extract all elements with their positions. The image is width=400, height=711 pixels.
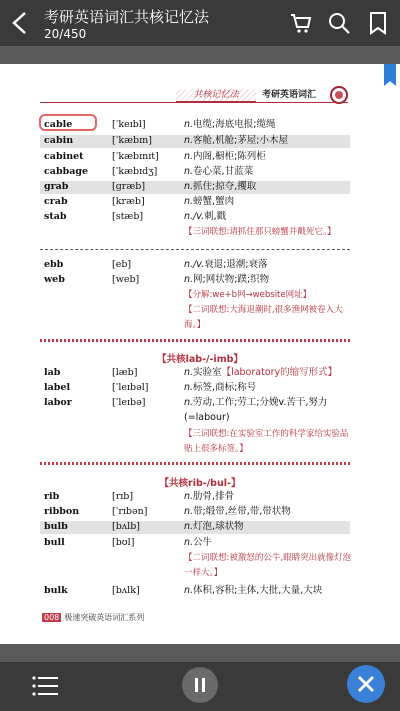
entry-pos: n./v. [184,211,205,222]
top-bar [0,0,400,46]
entry-definition: 内阁,橱柜;陈列柜 [193,151,266,162]
entry-phonetic: [ˈkæbɪdʒ] [112,166,158,177]
entry-word[interactable]: lab [44,367,61,378]
entry-definition: 刺,戳 [204,211,227,222]
entry-pos: n. [184,537,194,548]
entry-pos: n. [184,119,194,130]
entry-phonetic: [stæb] [112,211,144,222]
entry-phonetic: [læb] [112,367,138,378]
mnemonic-note: 【三词联想:请抓住那只螃蟹并戳死它。】 [184,227,336,237]
word-entry[interactable] [0,258,400,272]
close-button[interactable] [347,665,385,703]
entry-word[interactable]: cabbage [44,166,89,177]
entry-word[interactable]: stab [44,211,67,222]
series-name: 极速突破英语词汇系列 [64,613,145,622]
bookmark-icon[interactable] [366,11,390,35]
entry-definition: 公牛 [193,537,213,548]
entry-pos: n. [184,382,194,393]
word-entry-continued [0,411,400,425]
entry-word[interactable]: cable [44,119,73,130]
star-divider [40,339,350,342]
entry-phonetic: [ˈkæbɪnɪt] [112,151,159,162]
mnemonic-note: 【三词联想:在实验室工作的科学家给实验品贴上很多标签。】 [184,429,349,454]
cart-icon[interactable] [289,11,313,35]
entry-definition: 实验室 [193,367,222,378]
entry-pos: n. [184,585,194,596]
word-entry[interactable] [0,366,400,380]
entry-pos: n. [184,135,194,146]
entry-phonetic: [web] [112,274,140,285]
entry-phonetic: [ˈleɪbəl] [112,382,149,393]
entry-phonetic: [bʊl] [112,537,135,548]
entry-definition: 肋骨,排骨 [193,491,235,502]
word-entry[interactable] [0,165,400,179]
entry-definition: 卷心菜,甘蓝菜 [193,166,254,177]
back-arrow-icon[interactable] [8,8,32,38]
entry-definition: 灯泡,球状物 [193,521,244,532]
search-icon[interactable] [327,11,351,35]
page-indicator: 20/450 [44,27,87,41]
word-entry[interactable] [0,536,400,550]
word-entry[interactable] [0,273,400,287]
entry-phonetic: [ˈrɪbən] [112,506,148,517]
entry-phonetic: [græb] [112,181,146,192]
word-entry[interactable] [0,134,400,148]
entry-phonetic: [bʌlb] [112,521,140,532]
entry-word[interactable]: crab [44,196,68,207]
entry-word[interactable]: web [44,274,65,285]
header-tag: 共核记忆法 [176,89,256,102]
entry-definition: 体积,容积;主体,大批,大量,大块 [193,585,323,596]
entry-word[interactable]: ribbon [44,506,80,517]
entry-phonetic: [ˈkæbɪn] [112,135,152,146]
page-footer [42,612,144,623]
bottom-gutter [0,644,400,662]
page-bookmark-ribbon[interactable] [384,64,396,86]
star-divider [40,462,350,465]
entry-pos: n. [184,166,194,177]
word-entry[interactable] [0,210,400,224]
entry-pos: n. [184,521,194,532]
word-entry[interactable] [0,490,400,504]
entry-definition: 螃蟹,蟹肉 [193,196,235,207]
entry-pos: n. [184,397,194,408]
selection-highlight-circle [39,114,97,131]
entry-phonetic: [ˈleɪbə] [112,397,146,408]
entry-word[interactable]: cabinet [44,151,84,162]
entry-pos: n. [184,151,194,162]
word-entry[interactable] [0,396,400,410]
header-divider [40,102,348,103]
table-of-contents-icon[interactable] [32,676,58,696]
entry-pos: n. [184,196,194,207]
entry-word[interactable]: bulk [44,585,68,596]
book-page[interactable] [0,64,400,644]
entry-word[interactable]: bulb [44,521,68,532]
entry-definition-verb: v.苦干,努力 [278,397,328,408]
section-heading: 【共核lab-/-imb】 [157,354,243,365]
word-entry[interactable] [0,195,400,209]
entry-pos: n. [184,181,194,192]
page-header [176,89,356,101]
word-entry[interactable] [0,505,400,519]
entry-etymology: 【laboratory的缩写形式】 [221,367,338,378]
entry-definition: 衰退;退潮;衰落 [204,259,268,270]
entry-word[interactable]: labor [44,397,72,408]
entry-word[interactable]: cabin [44,135,74,146]
entry-definition: 标签,商标;称号 [193,382,257,393]
entry-pos: n. [184,274,194,285]
entry-word[interactable]: bull [44,537,65,548]
close-icon [347,665,385,703]
header-title: 考研英语词汇 [262,90,317,100]
entry-word[interactable]: ebb [44,259,64,270]
word-entry[interactable] [0,150,400,164]
page-number: 008 [44,613,60,622]
entry-phonetic: [bʌlk] [112,585,140,596]
entry-word[interactable]: grab [44,181,69,192]
entry-variant: (=labour) [184,412,230,423]
top-gutter [0,46,400,64]
entry-phonetic: [kræb] [112,196,145,207]
entry-phonetic: [ˈkeɪbl] [112,119,146,130]
entry-pos: n. [184,367,194,378]
word-entry[interactable] [0,180,400,194]
pause-button[interactable] [182,667,218,703]
entry-definition: 抓住;掠夺,攫取 [193,181,257,192]
entry-definition: 带;缎带,丝带,带,带状物 [193,506,291,517]
section-heading: 【共核rib-/bul-】 [159,478,241,489]
word-entry[interactable] [0,381,400,395]
dashed-divider [40,249,350,250]
entry-definition: 劳动,工作;劳工;分娩 [193,397,279,408]
word-entry[interactable] [0,520,400,534]
entry-word[interactable]: rib [44,491,60,502]
entry-pos: n./v. [184,259,205,270]
mnemonic-note: 【二词联想:被激怒的公牛,眼睛突出就像灯泡一样大。】 [184,553,352,578]
entry-pos: n. [184,506,194,517]
entry-word[interactable]: label [44,382,71,393]
book-title: 考研英语词汇共核记忆法 [44,8,210,26]
entry-definition: 网;网状物;蹼;织物 [193,274,270,285]
pause-icon [182,667,218,703]
entry-phonetic: [eb] [112,259,132,270]
entry-definition: 电缆;海底电报;缆绳 [193,119,276,130]
analysis-note: 【分解:we+b网→website网址】 [184,290,312,300]
entry-pos: n. [184,491,194,502]
mnemonic-note: 【二词联想:大海退潮时,很多渔网被卷入大海。】 [184,305,343,330]
word-entry[interactable] [0,584,400,598]
entry-definition: 客舱,机舱;茅屋;小木屋 [193,135,288,146]
entry-phonetic: [rɪb] [112,491,134,502]
